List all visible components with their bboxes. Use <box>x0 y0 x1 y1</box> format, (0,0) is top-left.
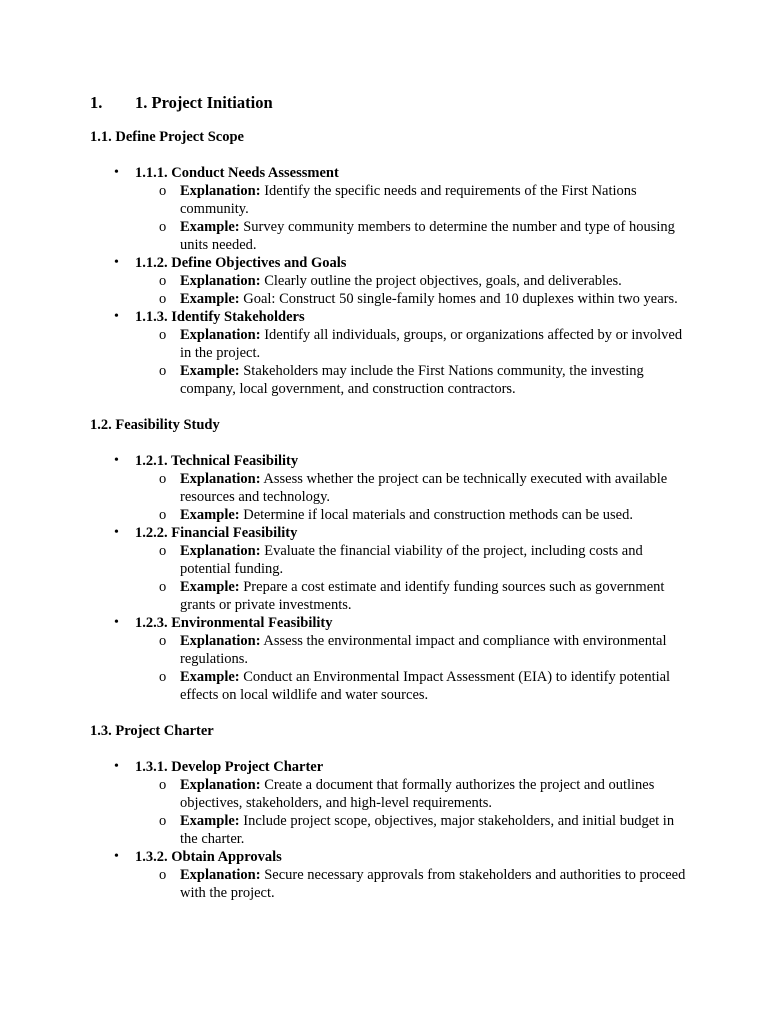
list-item <box>90 758 690 848</box>
explanation-text: Clearly outline the project objectives, goals, and deliverables. <box>264 273 622 289</box>
explanation-text: Identify all individuals, groups, or organizations affected by or involved in the project. <box>180 327 683 361</box>
section <box>90 416 690 704</box>
item-title: 1.2.3. Environmental Feasibility <box>135 615 333 631</box>
sub-bullet-icon: o <box>159 633 167 649</box>
bullet-icon: • <box>114 849 119 864</box>
example-text: Stakeholders may include the First Nations community, the investing company, local government, and construction contractors. <box>180 363 644 397</box>
item-list <box>90 164 690 398</box>
explanation-item <box>135 326 690 362</box>
sub-bullet-icon: o <box>159 813 167 829</box>
explanation-text: Secure necessary approvals from stakeholders and authorities to proceed with the project. <box>180 867 686 901</box>
example-text: Determine if local materials and construction methods can be used. <box>243 507 633 523</box>
item-title: 1.3.2. Obtain Approvals <box>135 849 282 865</box>
sub-list <box>135 866 690 902</box>
example-label: Example: <box>180 363 240 379</box>
example-item <box>135 578 690 614</box>
sub-list <box>135 776 690 848</box>
list-item <box>90 308 690 398</box>
sub-bullet-icon: o <box>159 579 167 595</box>
explanation-label: Explanation: <box>180 867 261 883</box>
sub-bullet-icon: o <box>159 273 167 289</box>
explanation-item <box>135 182 690 218</box>
bullet-icon: • <box>114 165 119 180</box>
sub-list <box>135 326 690 398</box>
sub-bullet-icon: o <box>159 543 167 559</box>
item-title: 1.1.3. Identify Stakeholders <box>135 309 305 325</box>
item-title: 1.3.1. Develop Project Charter <box>135 759 324 775</box>
sub-bullet-icon: o <box>159 777 167 793</box>
example-item <box>135 812 690 848</box>
explanation-text: Assess whether the project can be technically executed with available resources and technology. <box>180 471 668 505</box>
bullet-icon: • <box>114 453 119 468</box>
sub-bullet-icon: o <box>159 507 167 523</box>
explanation-item <box>135 866 690 902</box>
example-item <box>135 218 690 254</box>
item-title: 1.1.2. Define Objectives and Goals <box>135 255 347 271</box>
item-title: 1.2.2. Financial Feasibility <box>135 525 298 541</box>
item-title: 1.2.1. Technical Feasibility <box>135 453 299 469</box>
sub-list <box>135 470 690 524</box>
explanation-label: Explanation: <box>180 471 261 487</box>
example-item <box>135 362 690 398</box>
sub-bullet-icon: o <box>159 471 167 487</box>
example-label: Example: <box>180 813 240 829</box>
example-label: Example: <box>180 507 240 523</box>
sub-bullet-icon: o <box>159 327 167 343</box>
item-list <box>90 758 690 902</box>
list-item <box>90 254 690 308</box>
explanation-label: Explanation: <box>180 183 261 199</box>
explanation-label: Explanation: <box>180 633 261 649</box>
document-page <box>90 93 690 920</box>
bullet-icon: • <box>114 309 119 324</box>
bullet-icon: • <box>114 759 119 774</box>
main-heading <box>90 93 690 113</box>
example-text: Prepare a cost estimate and identify funding sources such as government grants or private investments. <box>180 579 665 613</box>
example-item <box>135 290 690 308</box>
section-heading: 1.1. Define Project Scope <box>90 129 244 145</box>
section-heading: 1.2. Feasibility Study <box>90 417 220 433</box>
explanation-text: Evaluate the financial viability of the project, including costs and potential funding. <box>180 543 643 577</box>
explanation-item <box>135 632 690 668</box>
bullet-icon: • <box>114 615 119 630</box>
explanation-text: Identify the specific needs and requirements of the First Nations community. <box>180 183 637 217</box>
sub-list <box>135 272 690 308</box>
item-title: 1.1.1. Conduct Needs Assessment <box>135 165 339 181</box>
example-text: Conduct an Environmental Impact Assessment (EIA) to identify potential effects on local wildlife and water sources. <box>180 669 671 703</box>
explanation-label: Explanation: <box>180 543 261 559</box>
sub-bullet-icon: o <box>159 183 167 199</box>
sub-bullet-icon: o <box>159 291 167 307</box>
explanation-label: Explanation: <box>180 777 261 793</box>
explanation-label: Explanation: <box>180 273 261 289</box>
example-item <box>135 668 690 704</box>
sections-container <box>90 128 690 902</box>
section <box>90 722 690 902</box>
bullet-icon: • <box>114 255 119 270</box>
example-text: Goal: Construct 50 single-family homes and 10 duplexes within two years. <box>243 291 678 307</box>
sub-bullet-icon: o <box>159 219 167 235</box>
section <box>90 128 690 398</box>
sub-list <box>135 542 690 614</box>
list-item <box>90 524 690 614</box>
explanation-text: Create a document that formally authorizes the project and outlines objectives, stakeholders, and high-level requirements. <box>180 777 655 811</box>
sub-bullet-icon: o <box>159 363 167 379</box>
example-label: Example: <box>180 219 240 235</box>
sub-list <box>135 632 690 704</box>
explanation-item <box>135 542 690 578</box>
heading-number: 1. <box>90 93 103 112</box>
sub-bullet-icon: o <box>159 867 167 883</box>
sub-bullet-icon: o <box>159 669 167 685</box>
example-item <box>135 506 690 524</box>
bullet-icon: • <box>114 525 119 540</box>
explanation-text: Assess the environmental impact and compliance with environmental regulations. <box>180 633 667 667</box>
list-item <box>90 164 690 254</box>
list-item <box>90 848 690 902</box>
sub-list <box>135 182 690 254</box>
example-text: Survey community members to determine the number and type of housing units needed. <box>180 219 675 253</box>
explanation-item <box>135 272 690 290</box>
list-item <box>90 452 690 524</box>
explanation-item <box>135 470 690 506</box>
list-item <box>90 614 690 704</box>
explanation-label: Explanation: <box>180 327 261 343</box>
section-heading: 1.3. Project Charter <box>90 723 214 739</box>
explanation-item <box>135 776 690 812</box>
example-text: Include project scope, objectives, major stakeholders, and initial budget in the charter. <box>180 813 675 847</box>
example-label: Example: <box>180 579 240 595</box>
example-label: Example: <box>180 291 240 307</box>
item-list <box>90 452 690 704</box>
example-label: Example: <box>180 669 240 685</box>
heading-title: 1. Project Initiation <box>135 93 273 112</box>
